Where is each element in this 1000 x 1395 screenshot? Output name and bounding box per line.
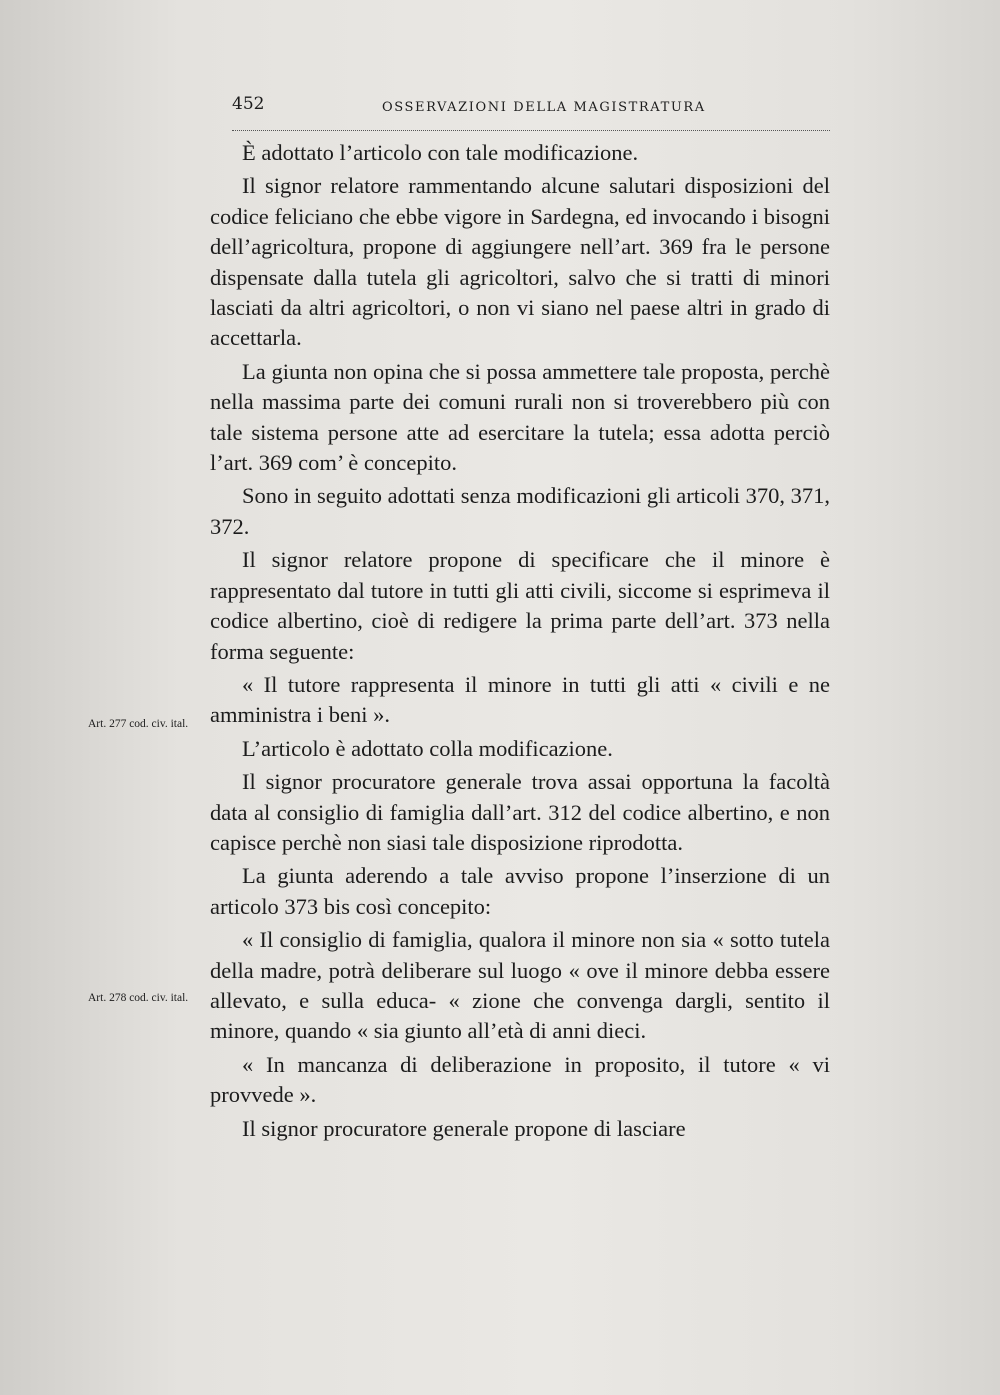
paragraph: Sono in seguito adottati senza modificazioni gli articoli 370, 371, 372. (210, 483, 831, 539)
quoted-paragraph: « In mancanza di deliberazione in proposito, il tutore « vi provvede ». (210, 1051, 830, 1108)
paragraph: È adottato l’articolo con tale modificazione. (242, 140, 639, 165)
paragraph: L’articolo è adottato colla modificazione. (242, 735, 613, 761)
paragraph: La giunta non opina che si possa ammettere tale proposta, perchè nella massima parte dei comuni rurali non si troverebbero più con tale sistema persone atte ad esercitare la tutela; essa adotta perciò l’art. 369 com’ è concepito. (210, 358, 830, 476)
body-text (210, 138, 830, 1147)
paragraph: Il signor relatore propone di specificare che il minore è rappresentato dal tutore in tutti gli atti civili, siccome si esprimeva il codice albertino, cioè di redigere la prima parte dell’art. 373 nella forma seguente: (210, 547, 830, 664)
paragraph: Il signor procuratore generale propone di lasciare (242, 1115, 686, 1141)
running-title: OSSERVAZIONI DELLA MAGISTRATURA (382, 100, 706, 115)
quoted-paragraph: « Il tutore rappresenta il minore in tutti gli atti « civili e ne amministra i beni ». (210, 671, 830, 728)
margin-note: Art. 277 cod. civ. ital. (88, 718, 189, 730)
quoted-paragraph: « Il consiglio di famiglia, qualora il minore non sia « sotto tutela della madre, potrà deliberare sul luogo « ove il minore debba essere allevato, e sulla educa- « zione che convenga dargli, sentito il minore, quando « sia giunto all’età di anni dieci. (210, 927, 830, 1044)
paragraph: Il signor relatore rammentando alcune salutari disposizioni del codice feliciano che ebbe vigore in Sardegna, ed invocando i bisogni dell’agricoltura, propone di aggiungere nell’art. 369 fra le persone dispensate dalla tutela gli agricoltori, salvo che si tratti di minori lasciati da altri agricoltori, o non vi siano nel paese altri in grado di accettarla. (210, 173, 830, 351)
paragraph: Il signor procuratore generale trova assai opportuna la facoltà data al consiglio di famiglia dall’art. 312 del codice albertino, e non capisce perchè non siasi tale disposizione riprodotta. (210, 769, 830, 855)
margin-note: Art. 278 cod. civ. ital. (88, 992, 189, 1004)
paragraph: La giunta aderendo a tale avviso propone l’inserzione di un articolo 373 bis così concepito: (210, 863, 830, 919)
page-number: 452 (232, 94, 265, 114)
page-header (232, 94, 830, 131)
